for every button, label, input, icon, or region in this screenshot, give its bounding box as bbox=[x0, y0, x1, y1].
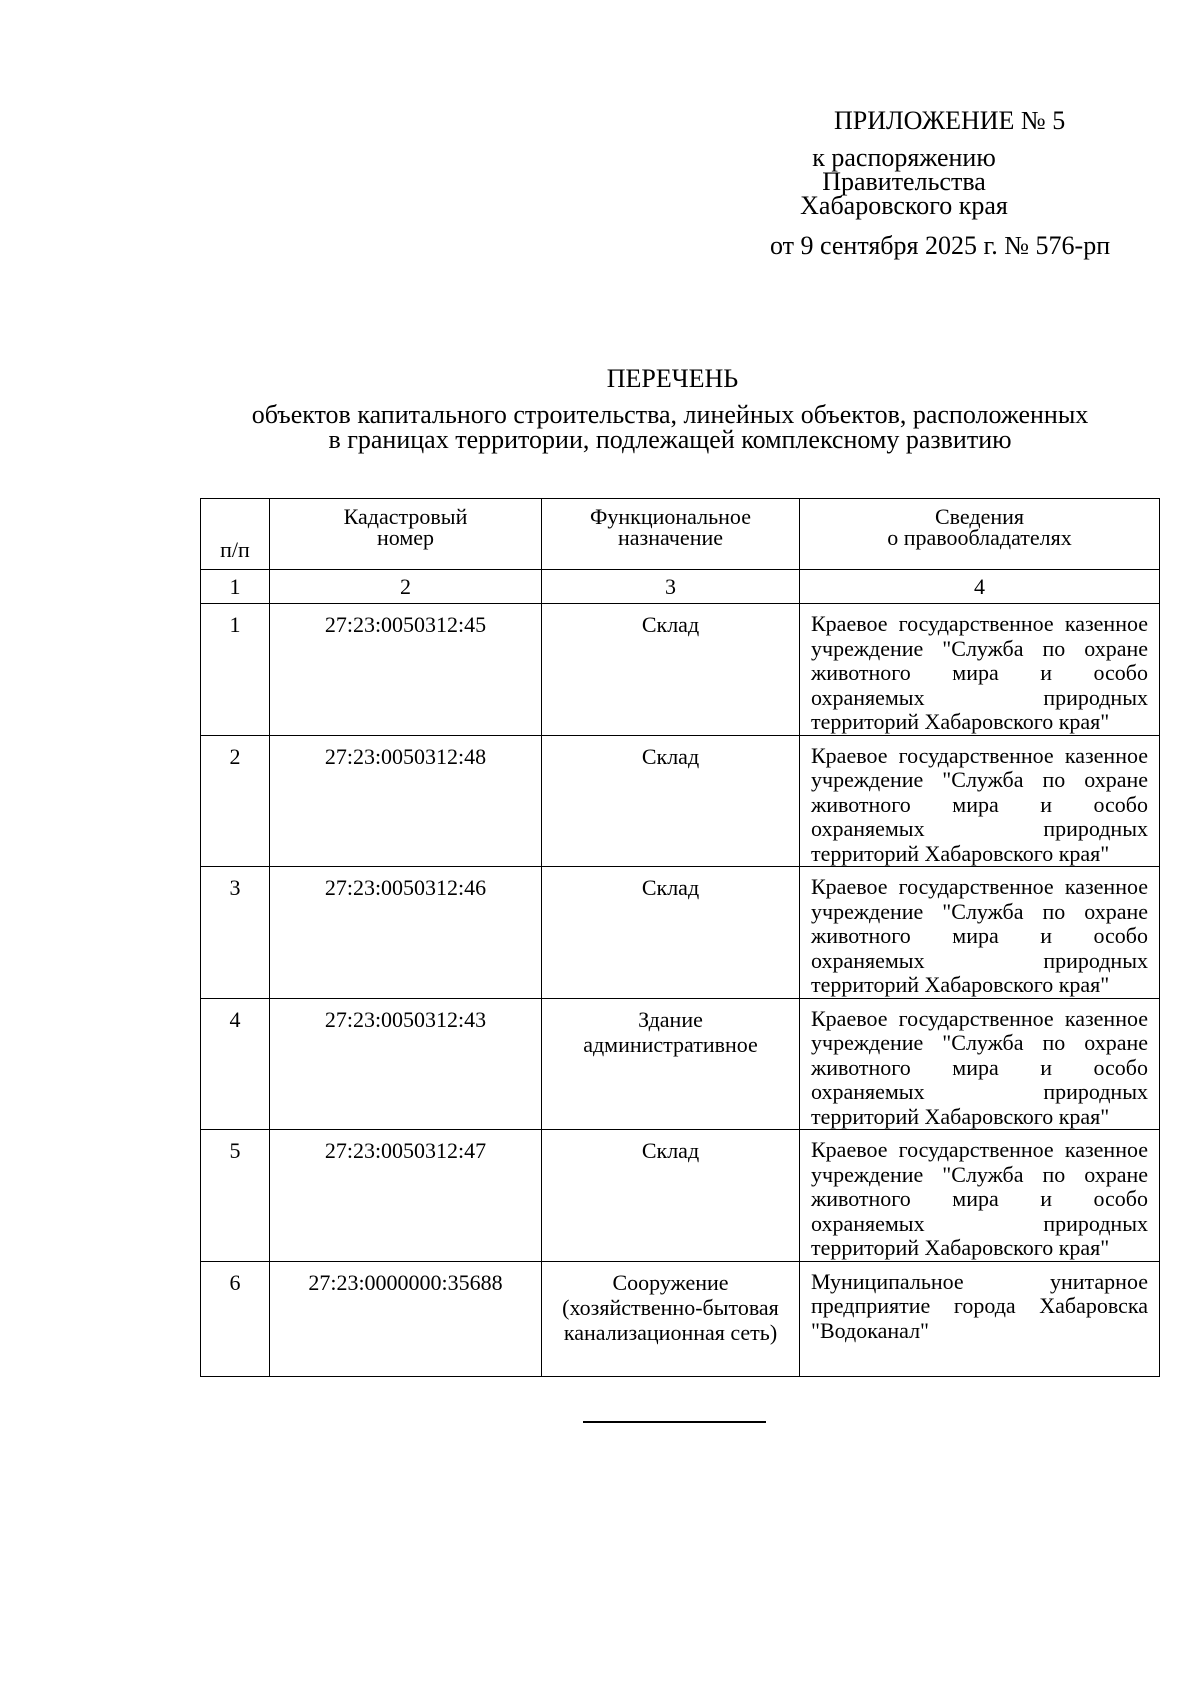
row-cadastral: 27:23:0050312:45 bbox=[270, 604, 542, 736]
appendix-title: ПРИЛОЖЕНИЕ № 5 bbox=[834, 106, 1066, 135]
row-purpose bbox=[542, 998, 800, 1130]
header-cadastral-line-1: Кадастровый bbox=[343, 504, 468, 529]
table-row bbox=[201, 998, 1160, 1130]
header-purpose-line-2: назначение bbox=[617, 525, 724, 550]
row-purpose-line: Склад bbox=[641, 743, 700, 769]
header-owner-line-2: о правообладателях bbox=[887, 525, 1072, 550]
row-purpose bbox=[542, 735, 800, 867]
row-purpose-line: канализационная сеть) bbox=[563, 1319, 778, 1345]
column-number: 2 bbox=[270, 570, 542, 604]
table-header-row bbox=[201, 499, 1160, 570]
appendix-line-2: Правительства bbox=[822, 167, 986, 196]
column-number: 1 bbox=[201, 570, 270, 604]
header-purpose bbox=[542, 499, 800, 570]
table-row bbox=[201, 604, 1160, 736]
row-purpose bbox=[542, 1261, 800, 1376]
column-number: 3 bbox=[542, 570, 800, 604]
row-purpose bbox=[542, 604, 800, 736]
appendix-date: от 9 сентября 2025 г. № 576-рп bbox=[770, 231, 1111, 260]
list-subtitle-line-1: объектов капитального строительства, линейных объектов, расположенных bbox=[251, 400, 1089, 429]
row-owner: Краевое государственное казенное учреждение "Служба по охране животного мира и особо охраняемых природных территорий Хабаровского края" bbox=[800, 735, 1160, 867]
row-num: 4 bbox=[201, 998, 270, 1130]
end-divider bbox=[583, 1421, 766, 1423]
row-num: 3 bbox=[201, 867, 270, 999]
row-num: 1 bbox=[201, 604, 270, 736]
row-purpose-line: Здание bbox=[638, 1006, 703, 1032]
row-purpose-line: Склад bbox=[641, 1138, 700, 1163]
row-owner: Краевое государственное казенное учреждение "Служба по охране животного мира и особо охраняемых природных территорий Хабаровского края" bbox=[800, 1130, 1160, 1262]
column-number: 4 bbox=[800, 570, 1160, 604]
row-purpose-line: административное bbox=[583, 1031, 758, 1057]
list-subtitle bbox=[200, 402, 1140, 452]
appendix-reference bbox=[789, 143, 1019, 220]
row-owner: Муниципальное унитарное предприятие города Хабаровска "Водоканал" bbox=[800, 1261, 1160, 1376]
header-cadastral-line-2: номер bbox=[376, 525, 435, 550]
list-subtitle-line-2: в границах территории, подлежащей комплексному развитию bbox=[328, 425, 1012, 454]
appendix-line-1: к распоряжению bbox=[812, 143, 996, 172]
row-owner: Краевое государственное казенное учреждение "Служба по охране животного мира и особо охраняемых природных территорий Хабаровского края" bbox=[800, 867, 1160, 999]
header-owner-line-1: Сведения bbox=[934, 504, 1025, 529]
table-row bbox=[201, 735, 1160, 867]
header-num: п/п bbox=[201, 499, 270, 570]
row-purpose-line: Сооружение bbox=[612, 1269, 729, 1295]
row-purpose-line: Склад bbox=[641, 612, 700, 637]
row-cadastral: 27:23:0000000:35688 bbox=[270, 1261, 542, 1376]
row-purpose bbox=[542, 867, 800, 999]
row-num: 6 bbox=[201, 1261, 270, 1376]
table-row bbox=[201, 867, 1160, 999]
row-cadastral: 27:23:0050312:46 bbox=[270, 867, 542, 999]
row-purpose bbox=[542, 1130, 800, 1262]
row-num: 2 bbox=[201, 735, 270, 867]
objects-table bbox=[200, 498, 1160, 1377]
row-owner: Краевое государственное казенное учреждение "Служба по охране животного мира и особо охраняемых природных территорий Хабаровского края" bbox=[800, 604, 1160, 736]
header-cadastral bbox=[270, 499, 542, 570]
list-title: ПЕРЕЧЕНЬ bbox=[606, 364, 739, 393]
header-purpose-line-1: Функциональное bbox=[590, 504, 751, 529]
table-row bbox=[201, 1261, 1160, 1376]
table-row bbox=[201, 1130, 1160, 1262]
row-cadastral: 27:23:0050312:47 bbox=[270, 1130, 542, 1262]
row-cadastral: 27:23:0050312:48 bbox=[270, 735, 542, 867]
column-number-row bbox=[201, 570, 1160, 604]
row-num: 5 bbox=[201, 1130, 270, 1262]
appendix-line-3: Хабаровского края bbox=[800, 191, 1008, 220]
row-cadastral: 27:23:0050312:43 bbox=[270, 998, 542, 1130]
row-owner: Краевое государственное казенное учреждение "Служба по охране животного мира и особо охраняемых природных территорий Хабаровского края" bbox=[800, 998, 1160, 1130]
header-owner bbox=[800, 499, 1160, 570]
row-purpose-line: (хозяйственно-бытовая bbox=[562, 1294, 779, 1320]
row-purpose-line: Склад bbox=[641, 875, 700, 900]
